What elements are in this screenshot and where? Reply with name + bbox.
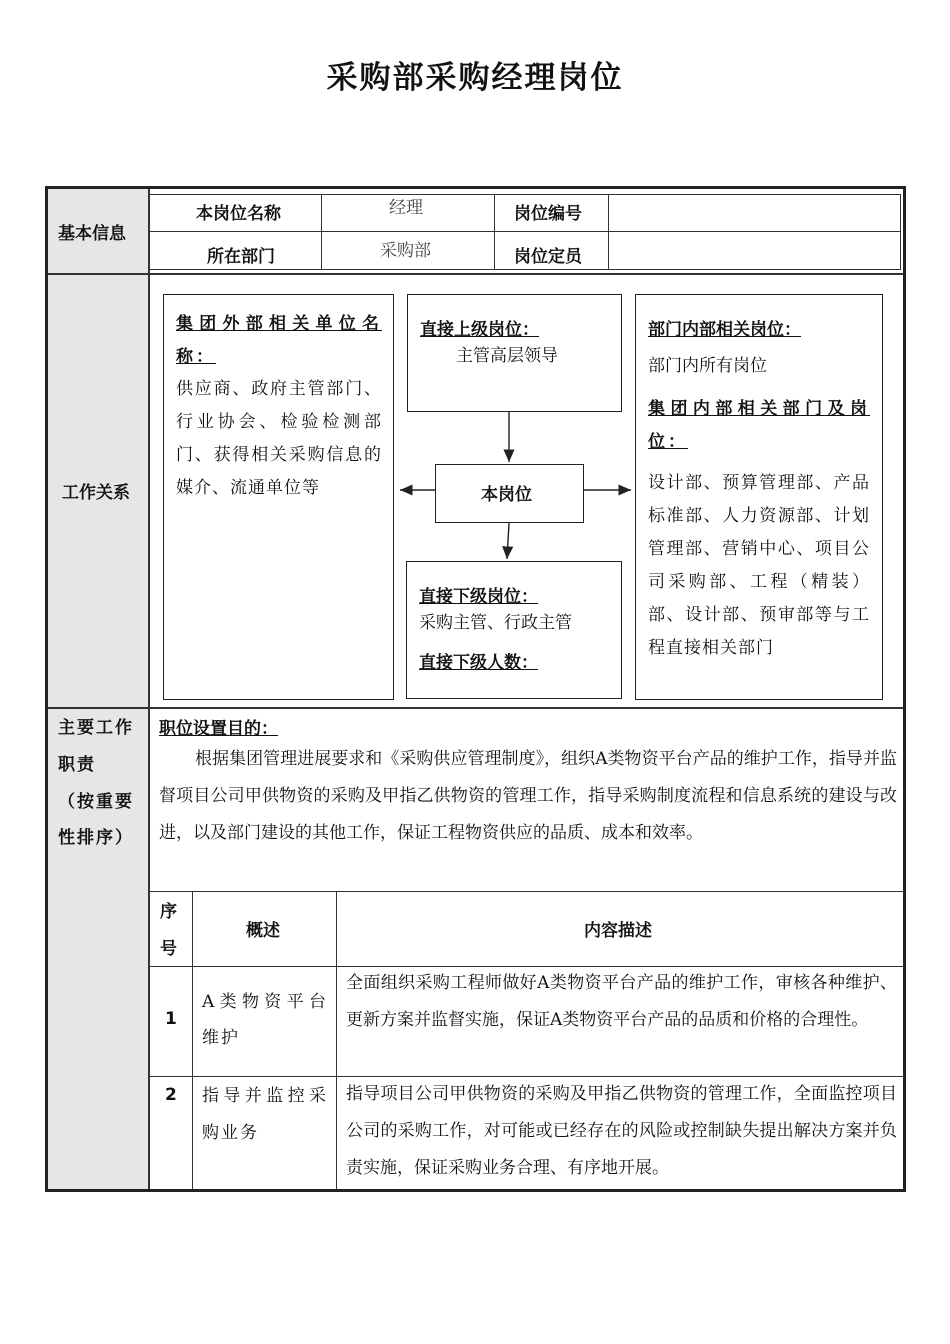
subordinate-text: 采购主管、行政主管 [419,613,572,633]
department-label: 所在部门 [207,247,275,267]
duty-row-2-seq: 2 [165,1085,177,1105]
duty-row-2-summary: 指导并监控采购业务 [202,1086,328,1143]
content-header: 内容描述 [584,921,652,941]
internal-dept-text: 部门内所有岗位 [648,356,767,376]
page-title: 采购部采购经理岗位 [326,60,624,96]
seq-header-line-2: 号 [160,939,177,959]
duties-label-line-4: 性排序） [58,828,134,848]
duties-label-line-3: （按重要 [58,792,134,812]
department-value: 采购部 [380,241,431,261]
internal-group-text: 设计部、预算管理部、产品标准部、人力资源部、计划管理部、营销中心、项目公司采购部、工程（精装）部、设计部、预审部等与工程直接相关部门 [648,473,870,658]
divider [150,891,903,892]
summary-header: 概述 [246,921,280,941]
superior-title: 直接上级岗位： [420,320,539,340]
duty-row-1-seq: 1 [165,1009,177,1029]
divider [192,891,193,1189]
duty-row-2-content: 指导项目公司甲供物资的采购及甲指乙供物资的管理工作，全面监控项目公司的采购工作，对可能或已经存在的风险或控制缺失提出解决方案并负责实施，保证采购业务合理、有序地开展。 [346,1084,897,1178]
duties-label-line-1: 主要工作 [58,718,134,738]
basic-info-label: 基本信息 [58,224,126,244]
position-name-label: 本岗位名称 [196,204,281,224]
position-code-label: 岗位编号 [514,204,582,224]
external-units-title: 集团外部相关单位名称： [176,314,382,367]
headcount-label: 岗位定员 [514,247,582,267]
internal-dept-title: 部门内部相关岗位： [648,320,801,340]
position-name-value: 经理 [389,198,423,218]
seq-header-line-1: 序 [160,902,177,922]
superior-text: 主管高层领导 [456,346,558,366]
arrow-down-to-subordinate [507,523,509,559]
internal-group-title: 集团内部相关部门及岗位： [648,399,870,452]
duty-row-1-content: 全面组织采购工程师做好A类物资平台产品的维护工作，审核各种维护、更新方案并监督实施，保证A类物资平台产品的品质和价格的合理性。 [346,973,897,1030]
current-position-label: 本岗位 [481,485,532,505]
duty-row-1-summary: A类物资平台维护 [202,992,328,1048]
subordinate-count-title: 直接下级人数： [419,653,538,673]
purpose-text: 根据集团管理进展要求和《采购供应管理制度》，组织A类物资平台产品的维护工作，指导并监督项目公司甲供物资的采购及甲指乙供物资的管理工作，指导采购制度流程和信息系统的建设与改进，以及部门建设的其他工作，保证工程物资供应的品质、成本和效率。 [159,749,897,843]
duties-label-line-2: 职责 [58,755,96,775]
subordinate-title: 直接下级岗位： [419,587,538,607]
external-units-text: 供应商、政府主管部门、行业协会、检验检测部门、获得相关采购信息的媒介、流通单位等 [176,379,382,498]
divider [336,891,337,1189]
purpose-title: 职位设置目的： [159,719,278,739]
work-relations-label: 工作关系 [62,483,130,503]
